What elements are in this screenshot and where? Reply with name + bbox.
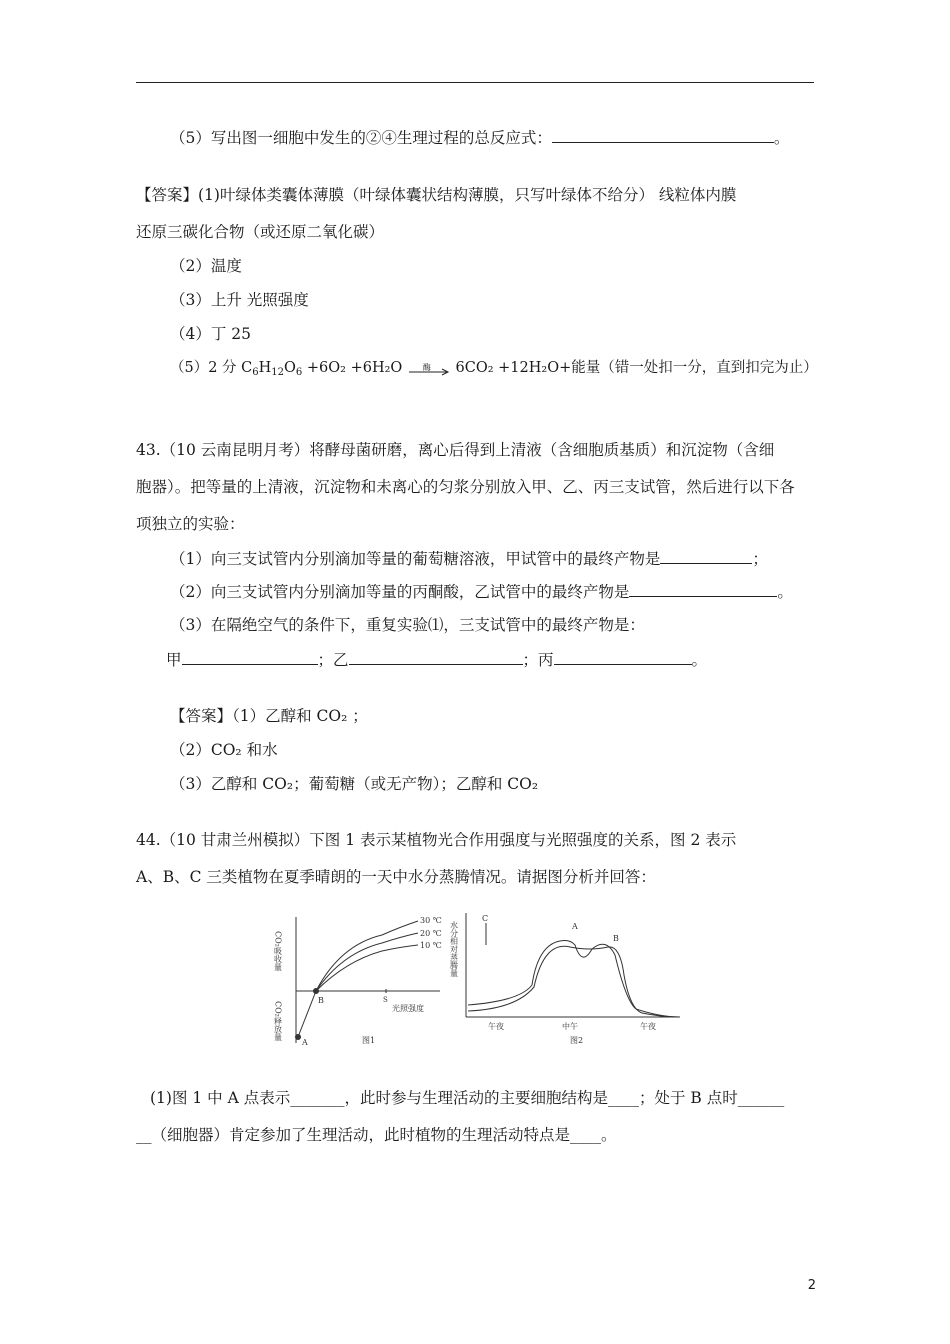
answer-blank — [629, 582, 777, 597]
fig2-caption: 图2 — [570, 1036, 584, 1045]
question-43-2 — [170, 582, 793, 602]
question-44-line1: 44.（10 甘肃兰州模拟）下图 1 表示某植物光合作用强度与光照强度的关系，图 2 表示 — [136, 831, 737, 849]
series-a-curve — [468, 941, 680, 1018]
series-b-curve — [468, 946, 680, 1017]
formula-mid: +6O₂ +6H₂O — [306, 360, 403, 376]
question-43-1 — [170, 549, 768, 569]
point-a-marker — [295, 1034, 301, 1040]
fig1-ylabel-top: CO₂吸收量 — [273, 931, 283, 971]
answer-blank — [554, 650, 692, 665]
label-jia: 甲 — [166, 651, 182, 669]
q43-1-end: ； — [752, 550, 768, 568]
curve-20 — [316, 933, 418, 991]
answer-42-2: （2）温度 — [170, 257, 242, 275]
q43-2-text: （2）向三支试管内分别滴加等量的丙酮酸，乙试管中的最终产物是 — [170, 583, 630, 601]
formula-sub: 12 — [271, 367, 285, 378]
question-43-3: （3）在隔绝空气的条件下，重复实验⑴，三支试管中的最终产物是： — [170, 616, 645, 634]
question-44-line2: A、B、C 三类植物在夏季晴朗的一天中水分蒸腾情况。请据图分析并回答： — [136, 868, 656, 886]
answer-blank — [552, 128, 774, 143]
curve-label-10: 10 ℃ — [420, 941, 442, 950]
formula-prefix: （5）2 分 C — [170, 360, 253, 376]
xtick-midnight-2: 午夜 — [640, 1022, 656, 1031]
formula-h: H — [258, 360, 272, 376]
formula-o: O — [284, 360, 296, 376]
point-b-marker — [313, 988, 319, 994]
q43-1-text: （1）向三支试管内分别滴加等量的葡萄糖溶液，甲试管中的最终产物是 — [170, 550, 661, 568]
answer-42-4: （4）丁 25 — [170, 325, 252, 343]
curve-label-30: 30 ℃ — [420, 916, 442, 925]
answer-43-3: （3）乙醇和 CO₂；葡萄糖（或无产物）；乙醇和 CO₂ — [170, 775, 539, 793]
q5-end: 。 — [773, 129, 790, 147]
series-label-b: B — [613, 934, 619, 943]
question-43-3-blanks — [166, 650, 707, 670]
figures — [270, 905, 690, 1055]
label-yi: ；乙 — [317, 651, 349, 669]
question-44-1-line1: (1)图 1 中 A 点表示_______，此时参与生理活动的主要细胞结构是____；处于 B 点时______ — [150, 1089, 785, 1107]
label-a: A — [302, 1038, 308, 1047]
question-43-line1: 43.（10 云南昆明月考）将酵母菌研磨，离心后得到上清液（含细胞质基质）和沉淀物（含细 — [136, 441, 775, 459]
q43-2-end: 。 — [777, 583, 793, 601]
formula-sub: 6 — [295, 367, 303, 378]
answer-blank — [660, 549, 752, 564]
page-number: 2 — [807, 1278, 816, 1293]
answer-blank — [182, 650, 318, 665]
answer-42-5 — [170, 358, 818, 383]
curve-30 — [298, 921, 418, 1037]
q5-text: （5）写出图一细胞中发生的②④生理过程的总反应式： — [170, 129, 552, 147]
figure-2 — [450, 913, 681, 1045]
fig1-ylabel-bottom: CO₂释放量 — [273, 1001, 283, 1041]
question-43-line3: 项独立的实验： — [136, 515, 245, 533]
answer-42-3: （3）上升 光照强度 — [170, 291, 309, 309]
series-label-c: C — [482, 914, 489, 923]
answer-42-1: 【答案】(1)叶绿体类囊体薄膜（叶绿体囊状结构薄膜，只写叶绿体不给分） 线粒体内膜 — [136, 186, 737, 204]
enzyme-arrow — [407, 358, 451, 378]
series-label-a: A — [572, 922, 578, 931]
enzyme-label: 酶 — [422, 363, 431, 372]
header-rule — [136, 82, 814, 83]
answer-blank — [349, 650, 523, 665]
label-s: S — [383, 996, 388, 1004]
label-bing: ；丙 — [522, 651, 554, 669]
question-44-1-line2: __（细胞器）肯定参加了生理活动，此时植物的生理活动特点是____。 — [136, 1126, 617, 1144]
answer-42-1b: 还原三碳化合物（或还原二氧化碳） — [136, 223, 385, 241]
arrow-icon — [407, 358, 451, 378]
question-42-5 — [170, 128, 789, 148]
fig1-xlabel: 光照强度 — [392, 1004, 424, 1013]
formula-sub: 6 — [252, 367, 259, 378]
question-43-line2: 胞器）。把等量的上清液，沉淀物和未离心的匀浆分别放入甲、乙、丙三支试管，然后进行以下各 — [136, 478, 795, 496]
label-b: B — [318, 996, 324, 1005]
xtick-midnight-1: 午夜 — [488, 1022, 504, 1031]
figure-1 — [274, 916, 442, 1047]
q43-3-end: 。 — [691, 651, 708, 669]
xtick-noon: 中午 — [562, 1022, 578, 1031]
curve-label-20: 20 ℃ — [420, 929, 442, 938]
fig2-ylabel: 水分相对蒸腾量 — [449, 921, 459, 977]
answer-43-2: （2）CO₂ 和水 — [170, 741, 278, 759]
fig1-caption: 图1 — [362, 1036, 376, 1045]
formula-post: 6CO₂ +12H₂O+能量（错一处扣一分，直到扣完为止） — [455, 360, 818, 376]
answer-43-1: 【答案】（1）乙醇和 CO₂ ； — [170, 707, 368, 725]
